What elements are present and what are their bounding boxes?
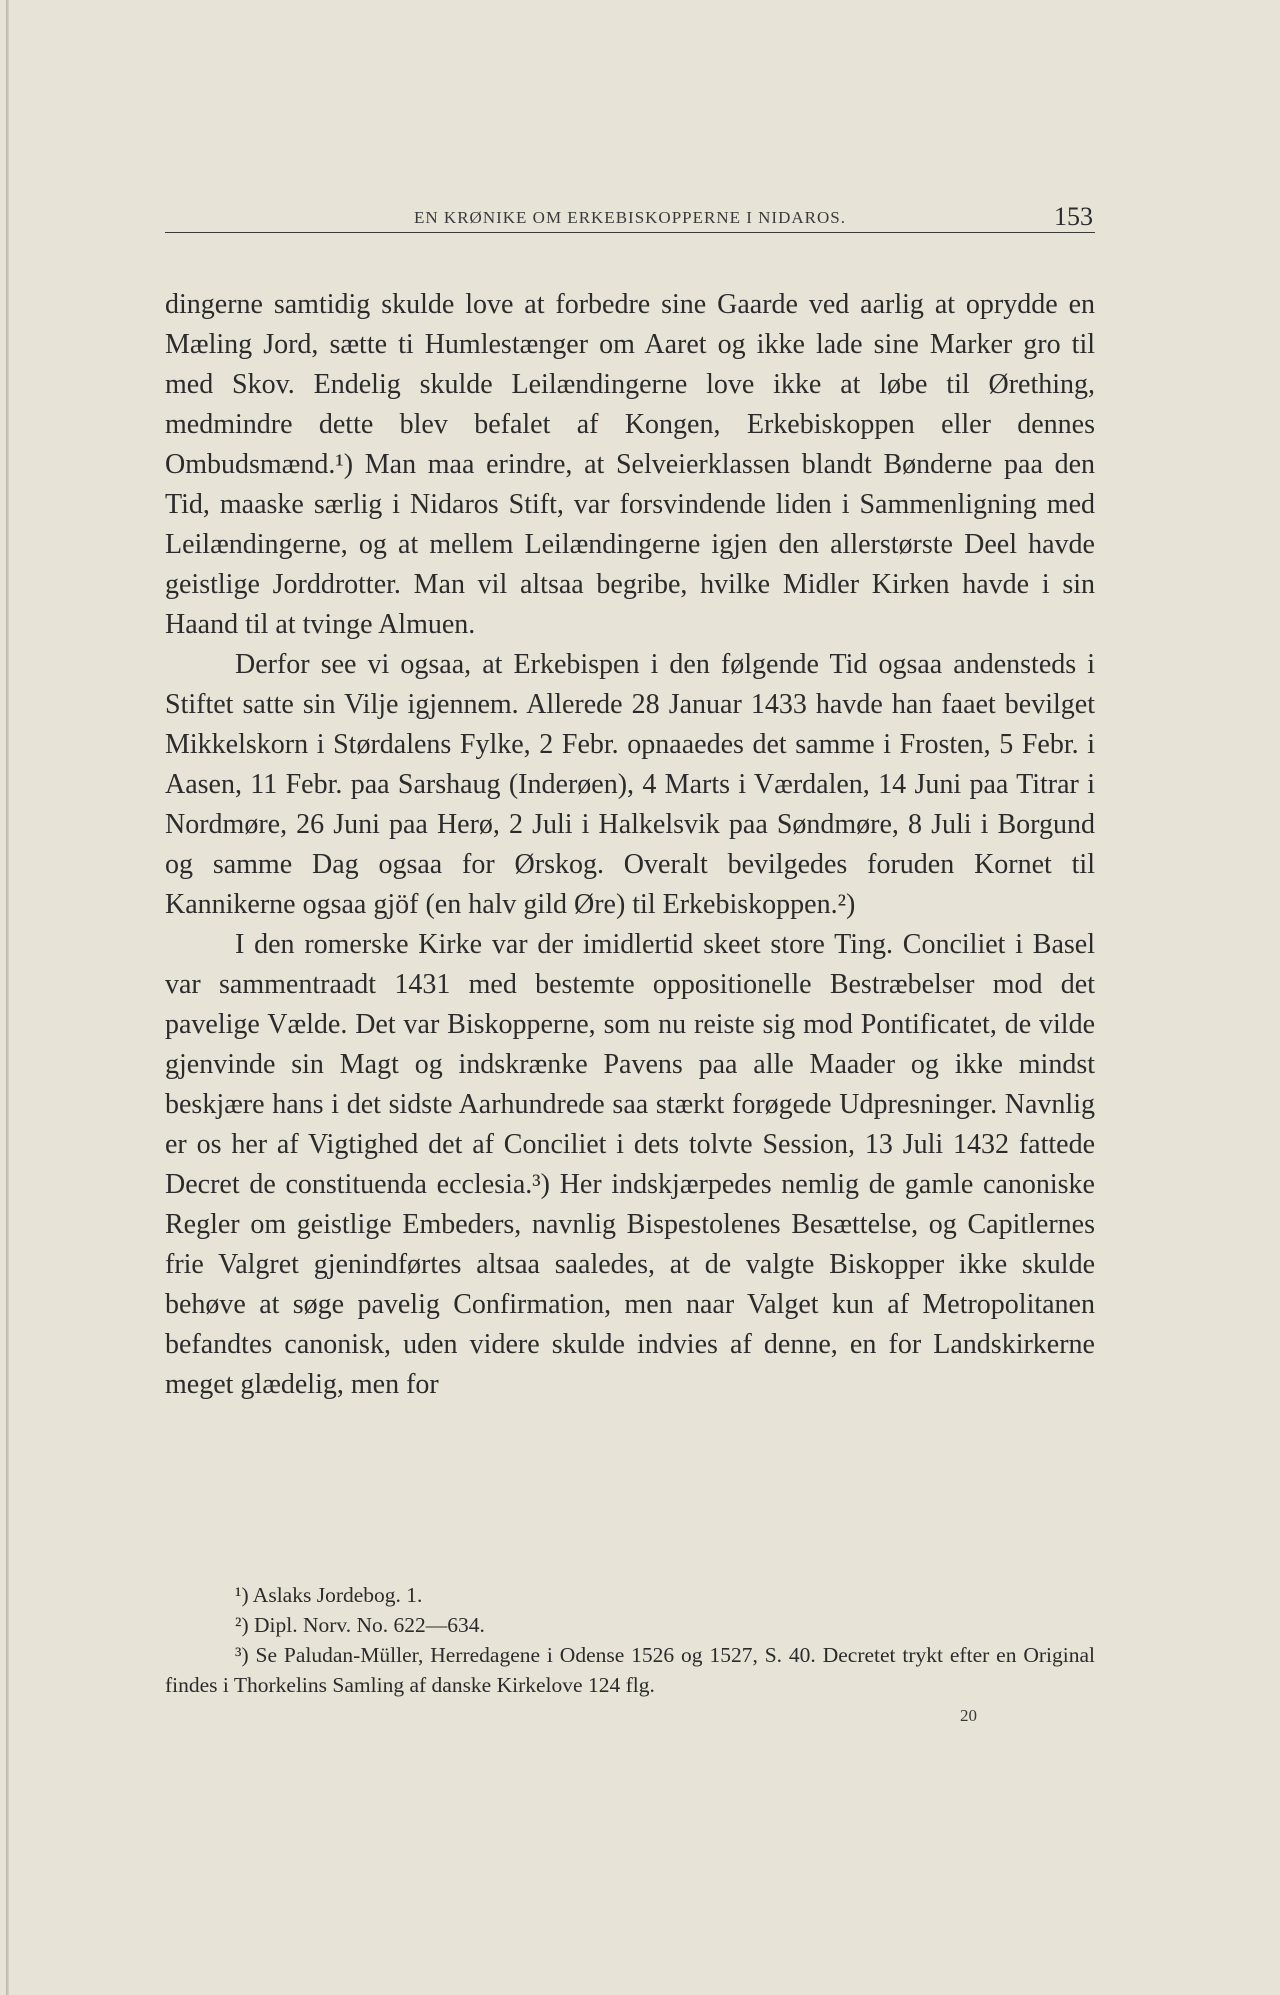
footnote-2: ²) Dipl. Norv. No. 622—634. — [235, 1613, 485, 1637]
footnotes — [165, 1580, 1095, 1700]
footnote-1: ¹) Aslaks Jordebog. 1. — [235, 1583, 423, 1607]
running-title: EN KRØNIKE OM ERKEBISKOPPERNE I NIDAROS. — [414, 208, 846, 227]
page-number: 153 — [1054, 202, 1093, 231]
paragraph-3: I den romerske Kirke var der imidlertid skeet store Ting. Conciliet i Basel var sammentraadt 1431 med bestemte oppositionelle Bestræbelser mod det pavelige Vælde. Det var Biskopperne, som nu reiste sig mod Pontificatet, de vilde gjenvinde sin Magt og indskrænke Pavens paa alle Maader og ikke mindst beskjære hans i det sidste Aarhundrede saa stærkt forøgede Udpresninger. Navnlig er os her af Vigtighed det af Conciliet i dets tolvte Session, 13 Juli 1432 fattede Decret de constituenda ecclesia.³) Her indskjærpedes nemlig de gamle canoniske Regler om geistlige Embeders, navnlig Bispestolenes Besættelse, og Capitlernes frie Valgret gjenindførtes altsaa saaledes, at de valgte Biskopper ikke skulde behøve at søge pavelig Confirmation, men naar Valget kun af Metropolitanen befandtes canonisk, uden videre skulde indvies af denne, en for Landskirkerne meget glædelig, men for — [165, 929, 1095, 1400]
running-header — [165, 202, 1095, 233]
footnote-3: ³) Se Paludan-Müller, Herredagene i Odense 1526 og 1527, S. 40. Decretet trykt efter en Original findes i Thorkelins Samling af danske Kirkelove 124 flg. — [165, 1643, 1095, 1697]
paragraph-2: Derfor see vi ogsaa, at Erkebispen i den følgende Tid ogsaa andensteds i Stiftet satte sin Vilje igjennem. Allerede 28 Januar 1433 havde han faaet bevilget Mikkelskorn i Størdalens Fylke, 2 Febr. opnaaedes det samme i Frosten, 5 Febr. i Aasen, 11 Febr. paa Sarshaug (Inderøen), 4 Marts i Værdalen, 14 Juni paa Titrar i Nordmøre, 26 Juni paa Herø, 2 Juli i Halkelsvik paa Søndmøre, 8 Juli i Borgund og samme Dag ogsaa for Ørskog. Overalt bevilgedes foruden Kornet til Kannikerne ogsaa gjöf (en halv gild Øre) til Erkebiskoppen.²) — [165, 649, 1095, 920]
paragraph-1: dingerne samtidig skulde love at forbedre sine Gaarde ved aarlig at oprydde en Mæling Jord, sætte ti Humlestænger om Aaret og ikke lade sine Marker gro til med Skov. Endelig skulde Leilændingerne love ikke at løbe til Ørething, medmindre dette blev befalet af Kongen, Erkebiskoppen eller dennes Ombudsmænd.¹) Man maa erindre, at Selveierklassen blandt Bønderne paa den Tid, maaske særlig i Nidaros Stift, var forsvindende liden i Sammenligning med Leilændingerne, og at mellem Leilændingerne igjen den allerstørste Deel havde geistlige Jorddrotter. Man vil altsaa begribe, hvilke Midler Kirken havde i sin Haand til at tvinge Almuen. — [165, 289, 1095, 640]
page-spine-edge — [6, 0, 9, 1995]
signature-mark: 20 — [960, 1706, 977, 1725]
main-text — [165, 285, 1095, 1405]
